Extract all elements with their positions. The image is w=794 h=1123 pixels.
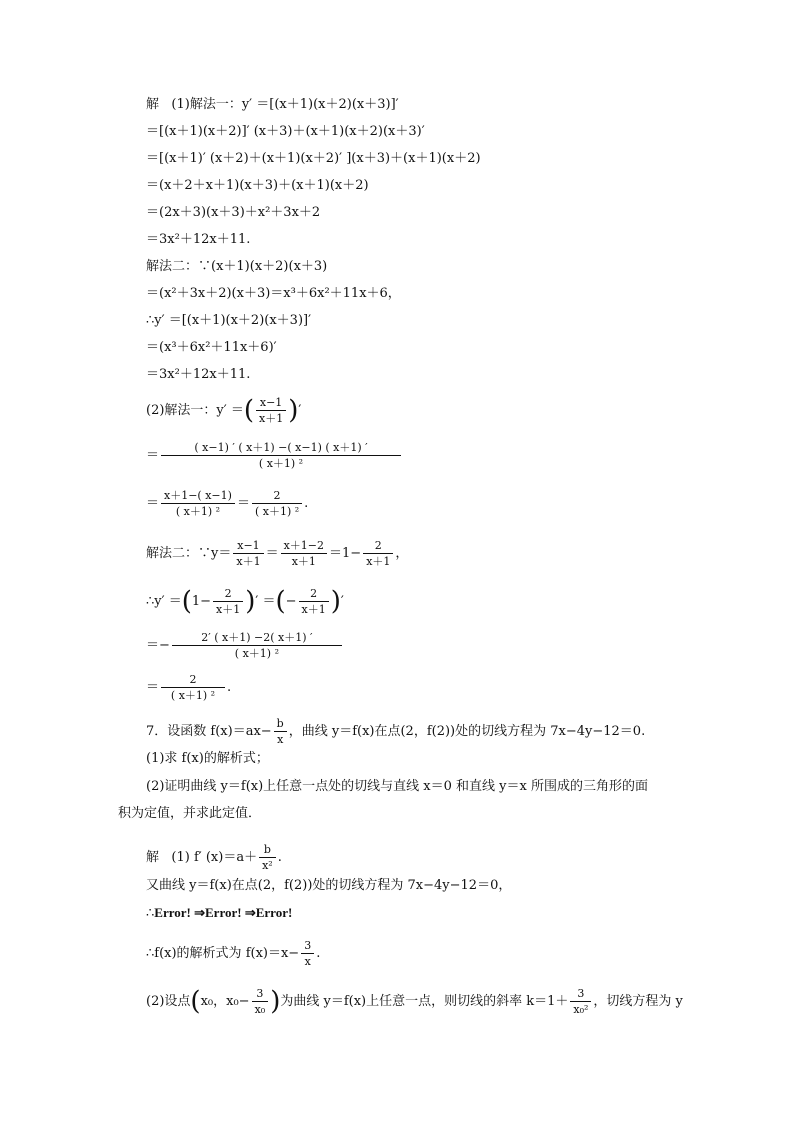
solution-label: 解 [146,850,160,865]
problem-7-statement: 7．设函数 f(x)＝ax− $\frac{b}{x}$ ，曲线 y＝f(x)在点(2，f(2))处的切线方程为 7x−4y−12＝0. [146,717,646,746]
fraction: $\frac{x+1-2}{x+1}$ [281,538,327,569]
fraction: $\frac{x-1}{x+1}$ [256,395,286,426]
part2-method2-header: 解法二：∵y＝ $\frac{x-1}{x+1}$ ＝ $\frac{x+1-2}{x+1}$ ＝1− $\frac{2}{x+1}$ ， [146,539,409,568]
derivation-line: ＝(x²＋3x＋2)(x＋3)＝x³＋6x²＋11x＋6， [146,286,401,301]
derivation-line: ＝(x³＋6x²＋11x＋6)′ [146,340,277,355]
fraction: $\frac{2}{\text{( x＋1) ²}}$ [161,672,225,703]
fraction: $\frac{2}{x+1}$ [363,538,393,569]
solution-label: 解 [146,97,160,112]
fraction: $\frac{3}{\text{x₀²}}$ [570,986,591,1017]
question-2-cont: 积为定值，并求此定值． [118,806,262,821]
fraction: $\frac{3}{\text{x₀}}$ [252,986,269,1017]
derivation-line: ＝[(x＋1)′ (x＋2)＋(x＋1)(x＋2)′ ](x＋3)＋(x＋1)(x＋2) [146,151,481,166]
question-2: (2)证明曲线 y＝f(x)上任意一点处的切线与直线 x＝0 和直线 y＝x 所围成的三角形的面 [146,779,648,794]
method-2-header: 解法二：∵(x＋1)(x＋2)(x＋3) [146,259,328,274]
derivation-line: ＝(x＋2＋x＋1)(x＋3)＋(x＋1)(x＋2) [146,178,369,193]
question-1: (1)求 f(x)的解析式； [146,751,269,766]
method-1-header: (1)解法一：y′ ＝[(x＋1)(x＋2)(x＋3)]′ [171,97,399,112]
fraction: $\frac{2' ( x+1) -2( x+1) '}{\text{( x＋1) ²}}$ [172,630,342,661]
solution-line: (2)设点(x₀，x₀− $\frac{3}{\text{x₀}}$ )为曲线 y＝f(x)上任意一点，则切线的斜率 k＝1＋ $\frac{3}{\text{x₀²}}$ ，切线方程为 y [146,986,683,1017]
derivation-line: ＝(2x＋3)(x＋3)＋x²＋3x＋2 [146,205,321,220]
fraction: $\frac{3}{x}$ [301,938,314,969]
fraction: $\frac{( x-1) ' ( x+1) -( x-1) ( x+1) '}{\text{( x＋1) ²}}$ [161,440,401,471]
derivation-line: ＝ $\frac{x+1-( x-1)}{\text{( x＋1) ²}}$ ＝ $\frac{2}{\text{( x＋1) ²}}$ . [146,489,309,518]
derivation-line: ＝ $\frac{2}{\text{( x＋1) ²}}$ . [146,673,232,702]
fraction: $\frac{2}{x+1}$ [299,586,329,617]
solution-7-1: 解 (1) f′ (x)＝a＋ $\frac{b}{\text{x²}}$ . [146,843,282,872]
solution-1-header [146,97,399,113]
derivation-line: ＝3x²＋12x＋11. [146,232,251,247]
derivation-line: ∴y′ ＝(1− $\frac{2}{x+1}$ )′ ＝(− $\frac{2}{x+1}$ )′ [146,586,344,617]
derivation-line: ＝[(x＋1)(x＋2)]′ (x＋3)＋(x＋1)(x＋2)(x＋3)′ [146,124,425,139]
derivation-line: ∴y′ ＝[(x＋1)(x＋2)(x＋3)]′ [146,313,312,328]
fraction: $\frac{2}{\text{( x＋1) ²}}$ [252,488,302,519]
fraction: $\frac{b}{x}$ [274,716,287,747]
error-placeholder: Error! ⇒Error! ⇒Error! [154,905,293,920]
derivation-line: ＝− $\frac{2' ( x+1) -2( x+1) '}{\text{( x＋1) ²}}$ [146,630,344,661]
fraction: $\frac{x+1-( x-1)}{\text{( x＋1) ²}}$ [161,488,235,519]
solution-line: ∴f(x)的解析式为 f(x)＝x− $\frac{3}{x}$ . [146,939,321,968]
derivation-line: ＝ $\frac{( x-1) ' ( x+1) -( x-1) ( x+1) '}{\text{( x＋1) ²}}$ [146,440,403,471]
solution-line: 又曲线 y＝f(x)在点(2，f(2))处的切线方程为 7x−4y−12＝0， [146,878,512,893]
fraction: $\frac{x-1}{x+1}$ [233,538,263,569]
fraction: $\frac{b}{\text{x²}}$ [259,842,276,873]
derivation-line: ＝3x²＋12x＋11. [146,367,251,382]
part2-method1-header: (2)解法一：y′ ＝( $\frac{x-1}{x+1}$ )′ [146,395,302,426]
solution-line: ∴Error! ⇒Error! ⇒Error! [146,905,293,921]
fraction: $\frac{2}{x+1}$ [213,586,243,617]
